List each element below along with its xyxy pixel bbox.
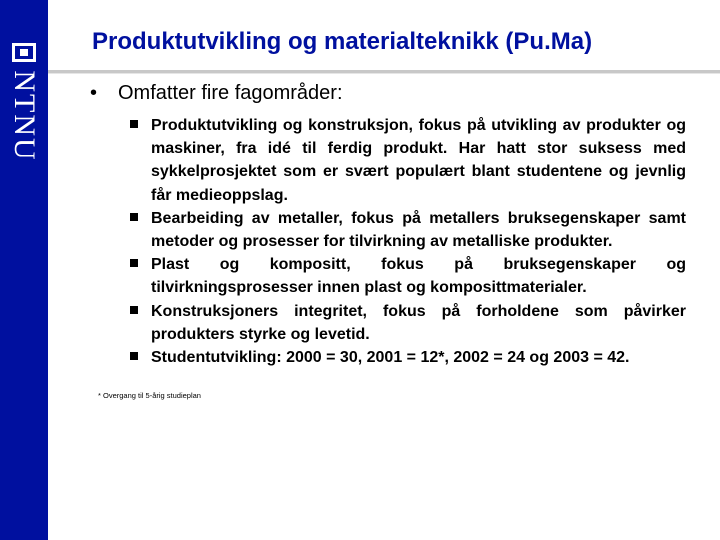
list-item-text: Plast og kompositt, fokus på bruksegenskaper og tilvirkningsprosesser innen plast og komposittmaterialer. [151, 256, 686, 297]
brand-sidebar [0, 0, 48, 540]
list-item [130, 253, 686, 299]
list-item-text: Konstruksjoners integritet, fokus på forholdene som påvirker produkters styrke og levetid. [151, 302, 686, 343]
square-bullet-icon [130, 120, 138, 128]
list-item-text: Bearbeiding av metaller, fokus på metallers bruksegenskaper samt metoder og prosesser for tilvirkning av metalliske produkter. [151, 209, 686, 251]
list-item [130, 207, 686, 253]
intro-line [90, 82, 343, 105]
subject-list [130, 114, 686, 369]
title-divider-shadow [48, 73, 720, 74]
square-bullet-icon [130, 213, 138, 221]
square-bullet-icon [130, 306, 138, 314]
list-item-text: Produktutvikling og konstruksjon, fokus på utvikling av produkter og maskiner, fra idé til ferdig produkt. Har hatt stor suksess med sykkelprosjektet som er svært populært blant studentene og jevnlig får medieoppslag. [151, 117, 686, 204]
ntnu-logo-text: NTNU [8, 70, 41, 162]
footnote: * Overgang til 5-årig studieplan [98, 391, 201, 400]
ntnu-square-logo-icon [12, 43, 36, 62]
list-item [130, 300, 686, 346]
square-bullet-icon [130, 352, 138, 360]
list-item [130, 114, 686, 207]
list-item [130, 346, 686, 369]
square-bullet-icon [130, 259, 138, 267]
intro-text: Omfatter fire fagområder: [118, 82, 343, 104]
list-item-text: Studentutvikling: 2000 = 30, 2001 = 12*, 2002 = 24 og 2003 = 42. [151, 349, 630, 367]
intro-bullet: • [90, 82, 98, 104]
slide-title: Produktutvikling og materialteknikk (Pu.Ma) [92, 28, 593, 55]
